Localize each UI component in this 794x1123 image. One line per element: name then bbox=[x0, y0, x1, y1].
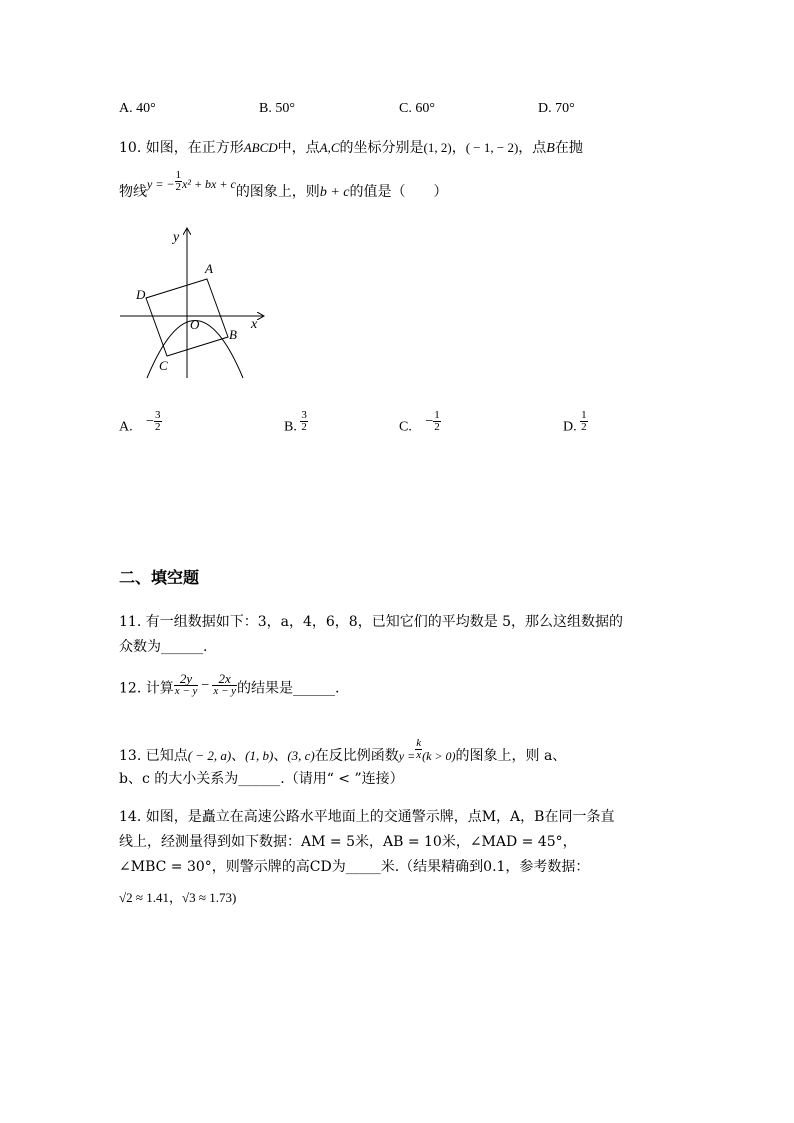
frac-num: 2x bbox=[218, 671, 231, 686]
label-d: D bbox=[136, 287, 146, 302]
q10-option-d bbox=[563, 410, 588, 436]
q10-expr-bc: b + c bbox=[319, 185, 350, 200]
option-label: A. bbox=[119, 419, 133, 435]
frac-den: 2 bbox=[434, 421, 440, 433]
q10-eq-rhs: x² + bx + c bbox=[182, 177, 236, 191]
q10-sep: ， bbox=[451, 140, 466, 156]
q12-minus: − bbox=[201, 677, 210, 693]
q10-text: 的图象上，则 bbox=[235, 184, 320, 200]
option-frac bbox=[580, 410, 588, 433]
option-sign: − bbox=[146, 413, 155, 429]
q9-option-d: D. 70° bbox=[538, 101, 575, 116]
q13-point3: (3, c) bbox=[287, 748, 315, 763]
option-frac bbox=[154, 410, 162, 433]
q10-eq-frac bbox=[175, 170, 183, 193]
label-x: x bbox=[251, 317, 258, 332]
q12-frac1 bbox=[174, 672, 199, 697]
frac-num: k bbox=[416, 737, 422, 749]
frac-den: 2 bbox=[155, 421, 161, 433]
q13-func-lhs: y = bbox=[398, 749, 416, 763]
q13-sep: 、 bbox=[273, 748, 288, 764]
frac-den: 2 bbox=[301, 421, 307, 433]
q10-text: 在抛 bbox=[554, 140, 583, 156]
q14-line3: ∠MBC = 30°，则警示牌的高CD为_____米.（结果精确到0.1，参考数据： bbox=[119, 859, 590, 875]
section-heading: 二、填空题 bbox=[119, 568, 200, 587]
q10-option-a bbox=[119, 410, 162, 436]
frac-num: 3 bbox=[301, 409, 307, 421]
option-label: B. bbox=[284, 419, 297, 435]
q14-line2: 线上，经测量得到如下数据：AM = 5米，AB = 10米，∠MAD = 45°， bbox=[119, 834, 577, 850]
q10-eq-lhs: y = − bbox=[147, 177, 175, 191]
q10-point-b: B bbox=[546, 141, 555, 156]
option-label: C. bbox=[399, 419, 412, 435]
q14-line1: 14. 如图，是矗立在高速公路水平地面上的交通警示牌，点M，A，B在同一条直 bbox=[119, 809, 615, 825]
frac-den: x − y bbox=[213, 685, 236, 697]
q10-eq-num: 1 bbox=[175, 169, 182, 181]
frac-den: x − y bbox=[174, 685, 198, 697]
q10-square-name: ABCD bbox=[243, 140, 278, 155]
q13-line1 bbox=[119, 738, 566, 765]
q10-points-ac: A,C bbox=[319, 140, 340, 155]
label-c: C bbox=[159, 358, 168, 373]
label-b: B bbox=[229, 327, 237, 342]
q10-text: ，点 bbox=[518, 140, 547, 156]
q13-point2: (1, b) bbox=[245, 748, 274, 763]
label-y: y bbox=[173, 230, 180, 245]
q12-line bbox=[119, 672, 339, 698]
frac-den: x bbox=[416, 749, 422, 761]
q13-condition: (k > 0) bbox=[422, 749, 456, 763]
q10-line1 bbox=[119, 137, 583, 157]
q13-sep: 、 bbox=[231, 748, 246, 764]
q12-frac2 bbox=[212, 672, 237, 697]
q10-line2 bbox=[119, 170, 447, 201]
option-label: D. bbox=[563, 419, 577, 435]
q10-text: 的坐标分别是 bbox=[339, 140, 424, 156]
q10-coord-c: ( − 1, − 2) bbox=[465, 140, 519, 155]
q10-text: 的值是（ ） bbox=[349, 184, 448, 200]
option-frac bbox=[433, 410, 441, 433]
frac-num: 2y bbox=[179, 671, 193, 686]
q10-option-c bbox=[399, 410, 441, 436]
q10-eq-den: 2 bbox=[175, 181, 182, 193]
q13-line2: b、c 的大小关系为______.（请用“ < ”连接） bbox=[119, 771, 404, 787]
q12-prefix: 12. 计算 bbox=[119, 680, 174, 697]
q10-coord-a: (1, 2) bbox=[423, 140, 452, 155]
frac-num: 3 bbox=[155, 409, 161, 421]
q13-point1: ( − 2, a) bbox=[187, 748, 232, 763]
option-frac bbox=[300, 410, 308, 433]
q9-option-c: C. 60° bbox=[399, 101, 435, 116]
q10-option-b bbox=[284, 410, 308, 436]
q12-suffix: 的结果是______. bbox=[237, 680, 340, 697]
q13-tail: 的图象上，则 a、 bbox=[455, 748, 567, 764]
q11-line2: 众数为______. bbox=[119, 639, 208, 655]
q9-option-b: B. 50° bbox=[259, 101, 295, 116]
q14-line4: √2 ≈ 1.41，√3 ≈ 1.73) bbox=[119, 890, 237, 905]
q13-prefix: 13. 已知点 bbox=[119, 748, 188, 764]
q13-mid: 在反比例函数 bbox=[314, 748, 399, 764]
frac-num: 1 bbox=[581, 409, 587, 421]
q10-figure bbox=[115, 223, 275, 383]
label-a: A bbox=[205, 261, 213, 276]
q10-text: 10. 如图，在正方形 bbox=[119, 140, 244, 156]
frac-num: 1 bbox=[434, 409, 440, 421]
label-o: O bbox=[190, 317, 200, 332]
q11-line1: 11. 有一组数据如下：3，a，4，6，8，已知它们的平均数是 5，那么这组数据的 bbox=[119, 614, 624, 630]
q10-text: 中，点 bbox=[277, 140, 320, 156]
option-sign: − bbox=[425, 413, 434, 429]
q10-text: 物线 bbox=[119, 184, 147, 200]
q9-option-a: A. 40° bbox=[119, 101, 156, 116]
frac-den: 2 bbox=[581, 421, 587, 433]
